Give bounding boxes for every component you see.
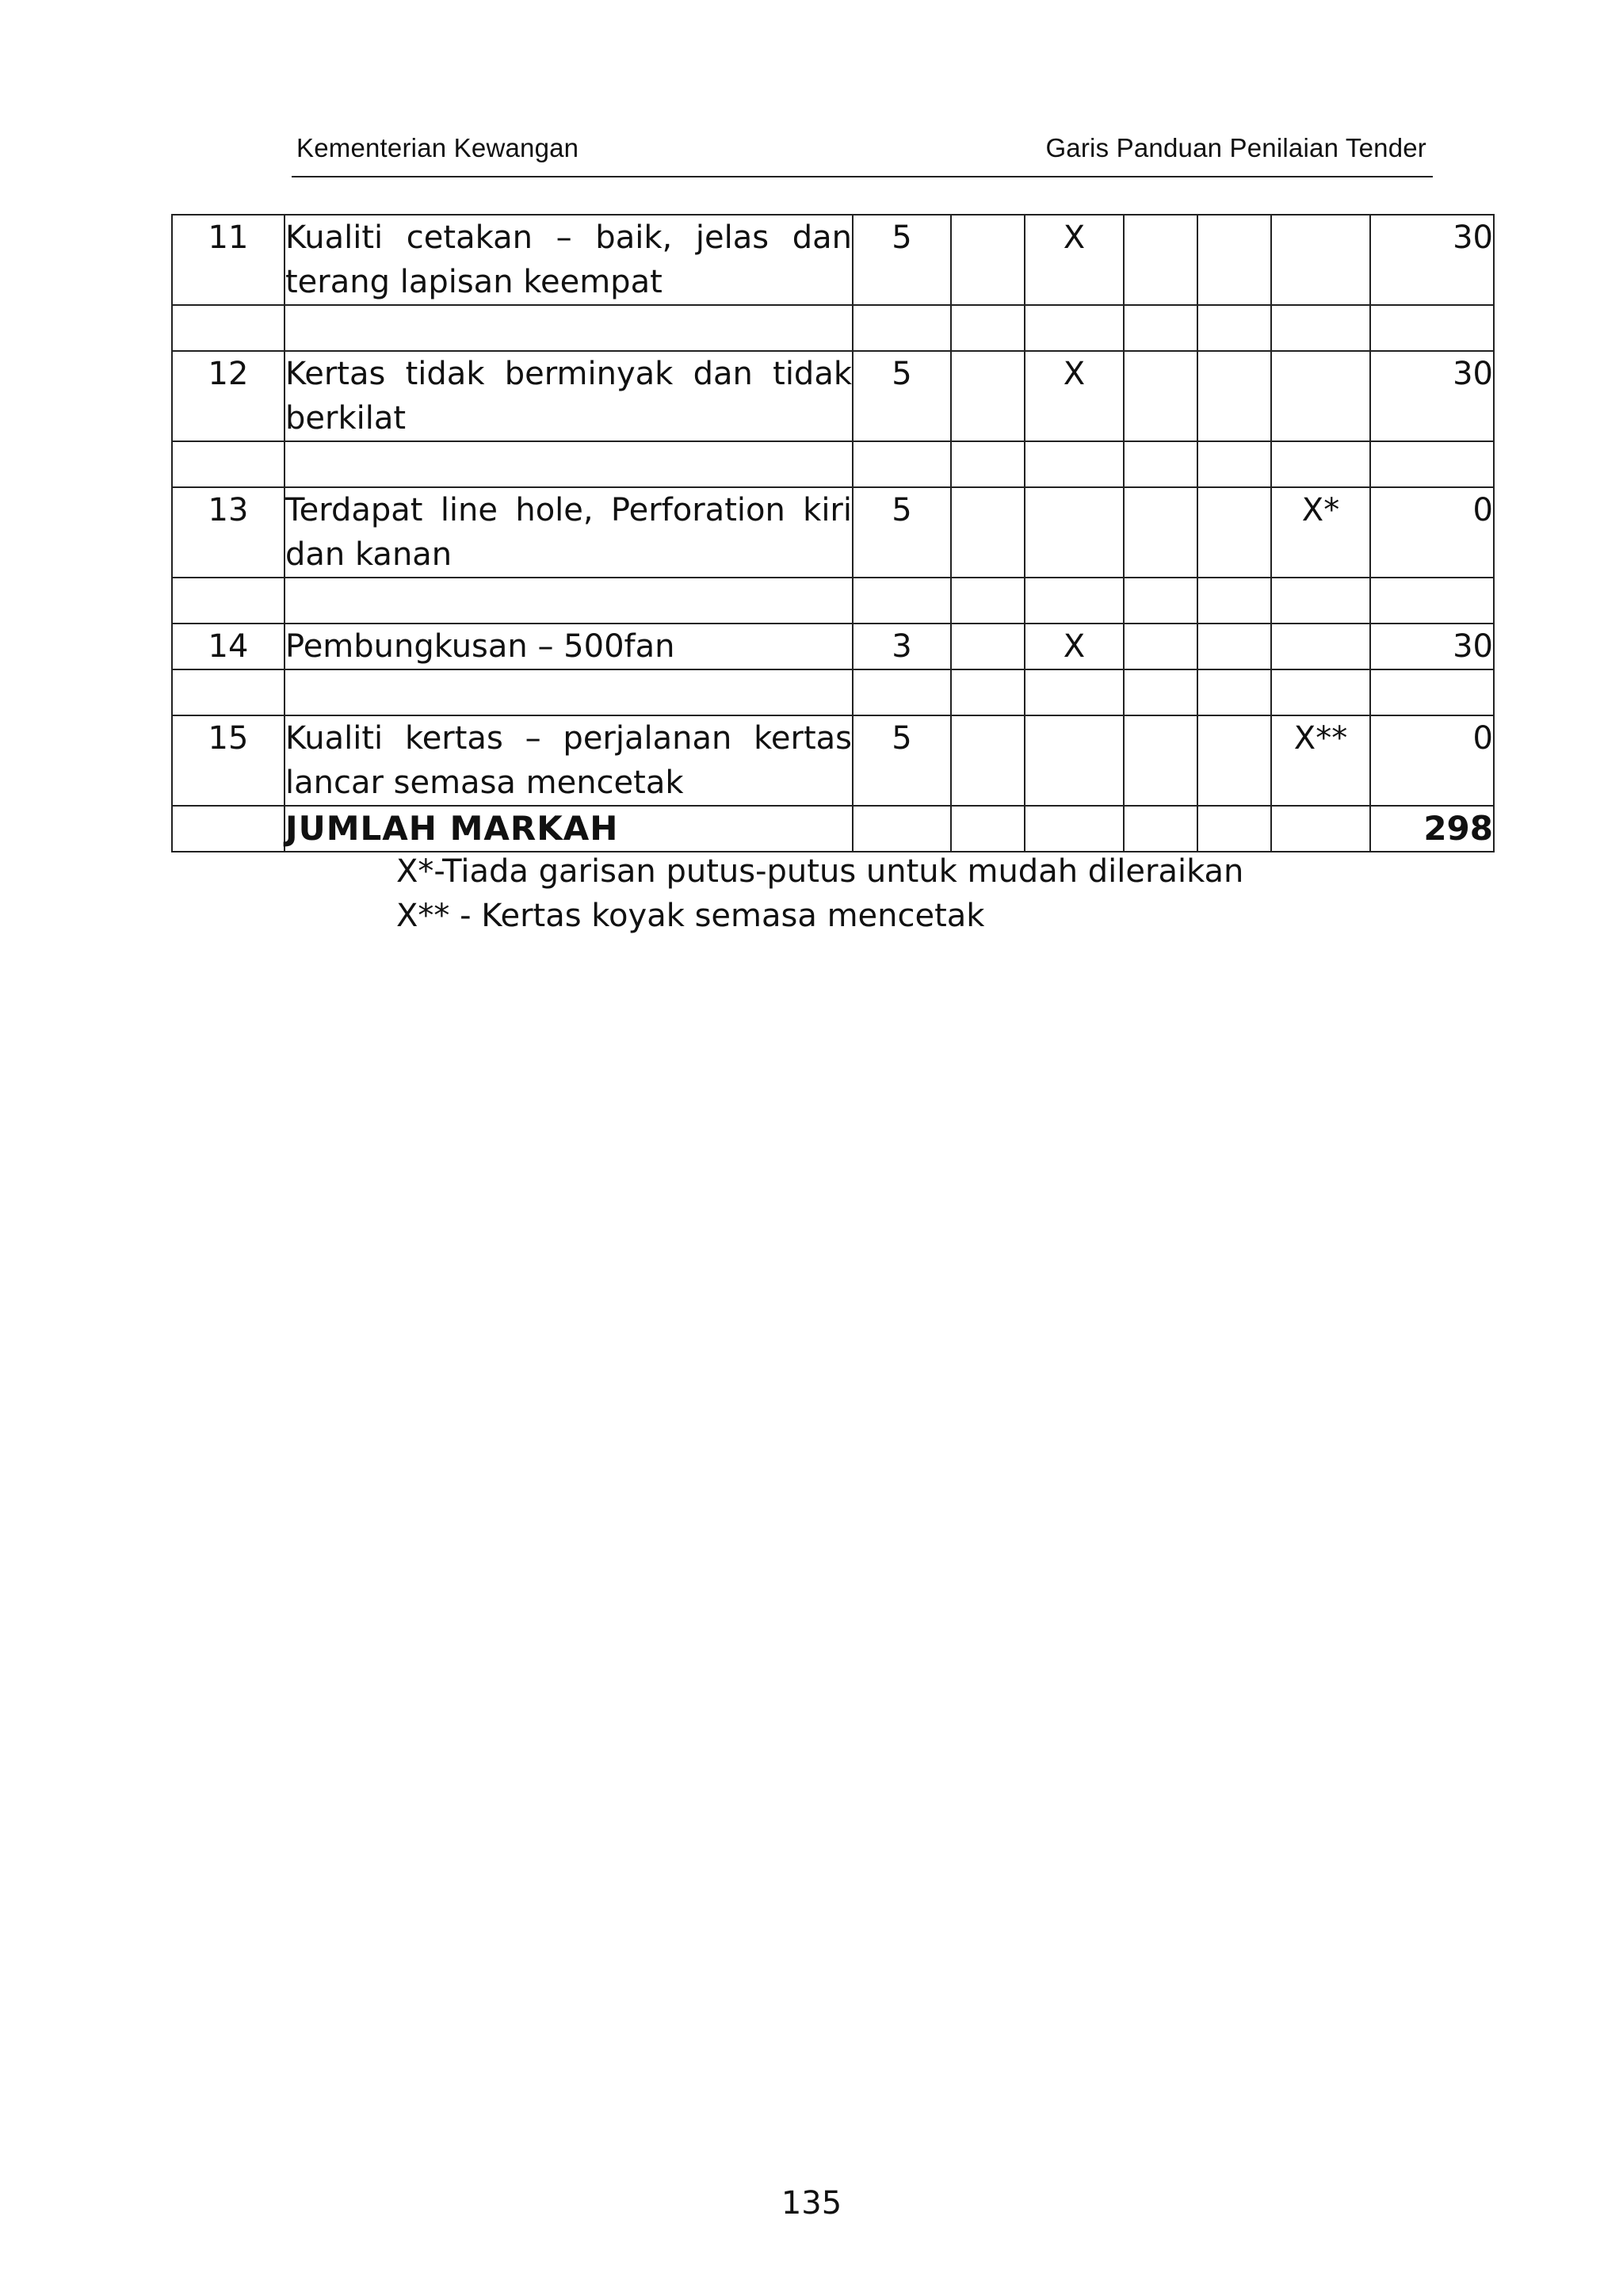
item-score: 30 bbox=[1370, 624, 1494, 669]
total-label: JUMLAH MARKAH bbox=[285, 806, 853, 852]
mark-cell bbox=[1271, 215, 1370, 305]
page-number: 135 bbox=[781, 2185, 842, 2222]
mark-cell bbox=[1197, 715, 1271, 806]
mark-cell bbox=[951, 715, 1025, 806]
footnotes bbox=[396, 849, 1243, 938]
item-description: Pembungkusan – 500fan bbox=[285, 624, 853, 669]
spacer-row bbox=[172, 669, 1494, 715]
item-description: Kertas tidak berminyak dan tidak berkilat bbox=[285, 351, 853, 441]
item-weight: 5 bbox=[853, 351, 951, 441]
table-row bbox=[172, 715, 1494, 806]
mark-cell bbox=[951, 487, 1025, 578]
item-weight: 5 bbox=[853, 487, 951, 578]
mark-cell: X bbox=[1025, 624, 1124, 669]
mark-cell bbox=[1124, 624, 1197, 669]
spacer-row bbox=[172, 305, 1494, 351]
item-score: 0 bbox=[1370, 715, 1494, 806]
mark-cell bbox=[1124, 487, 1197, 578]
mark-cell bbox=[1197, 351, 1271, 441]
mark-cell bbox=[1025, 487, 1124, 578]
mark-cell bbox=[951, 215, 1025, 305]
item-score: 30 bbox=[1370, 351, 1494, 441]
mark-cell bbox=[951, 624, 1025, 669]
mark-cell bbox=[1271, 351, 1370, 441]
item-description: Kualiti cetakan – baik, jelas dan terang lapisan keempat bbox=[285, 215, 853, 305]
mark-cell bbox=[1124, 351, 1197, 441]
mark-cell bbox=[1197, 215, 1271, 305]
page-header bbox=[292, 127, 1433, 177]
mark-cell bbox=[1124, 715, 1197, 806]
mark-cell bbox=[1025, 715, 1124, 806]
evaluation-table bbox=[171, 214, 1495, 852]
table-row bbox=[172, 487, 1494, 578]
item-description: Kualiti kertas – perjalanan kertas lancar semasa mencetak bbox=[285, 715, 853, 806]
mark-cell bbox=[1197, 487, 1271, 578]
table-row bbox=[172, 351, 1494, 441]
item-number: 15 bbox=[172, 715, 285, 806]
item-weight: 5 bbox=[853, 215, 951, 305]
header-document-title: Garis Panduan Penilaian Tender bbox=[1045, 133, 1426, 162]
total-score: 298 bbox=[1370, 806, 1494, 852]
mark-cell bbox=[951, 351, 1025, 441]
item-score: 0 bbox=[1370, 487, 1494, 578]
item-number: 14 bbox=[172, 624, 285, 669]
footnote: X*-Tiada garisan putus-putus untuk mudah dileraikan bbox=[396, 853, 1244, 890]
item-number: 12 bbox=[172, 351, 285, 441]
total-row bbox=[172, 806, 1494, 852]
mark-cell: X* bbox=[1271, 487, 1370, 578]
mark-cell bbox=[1197, 624, 1271, 669]
spacer-row bbox=[172, 578, 1494, 624]
item-weight: 3 bbox=[853, 624, 951, 669]
mark-cell bbox=[1124, 215, 1197, 305]
mark-cell bbox=[1271, 624, 1370, 669]
table-row bbox=[172, 624, 1494, 669]
item-number: 13 bbox=[172, 487, 285, 578]
item-number: 11 bbox=[172, 215, 285, 305]
footnote: X** - Kertas koyak semasa mencetak bbox=[396, 898, 985, 934]
mark-cell: X bbox=[1025, 215, 1124, 305]
item-score: 30 bbox=[1370, 215, 1494, 305]
item-weight: 5 bbox=[853, 715, 951, 806]
mark-cell: X** bbox=[1271, 715, 1370, 806]
item-description: Terdapat line hole, Perforation kiri dan kanan bbox=[285, 487, 853, 578]
spacer-row bbox=[172, 441, 1494, 487]
table-row bbox=[172, 215, 1494, 305]
header-ministry: Kementerian Kewangan bbox=[296, 133, 579, 162]
mark-cell: X bbox=[1025, 351, 1124, 441]
